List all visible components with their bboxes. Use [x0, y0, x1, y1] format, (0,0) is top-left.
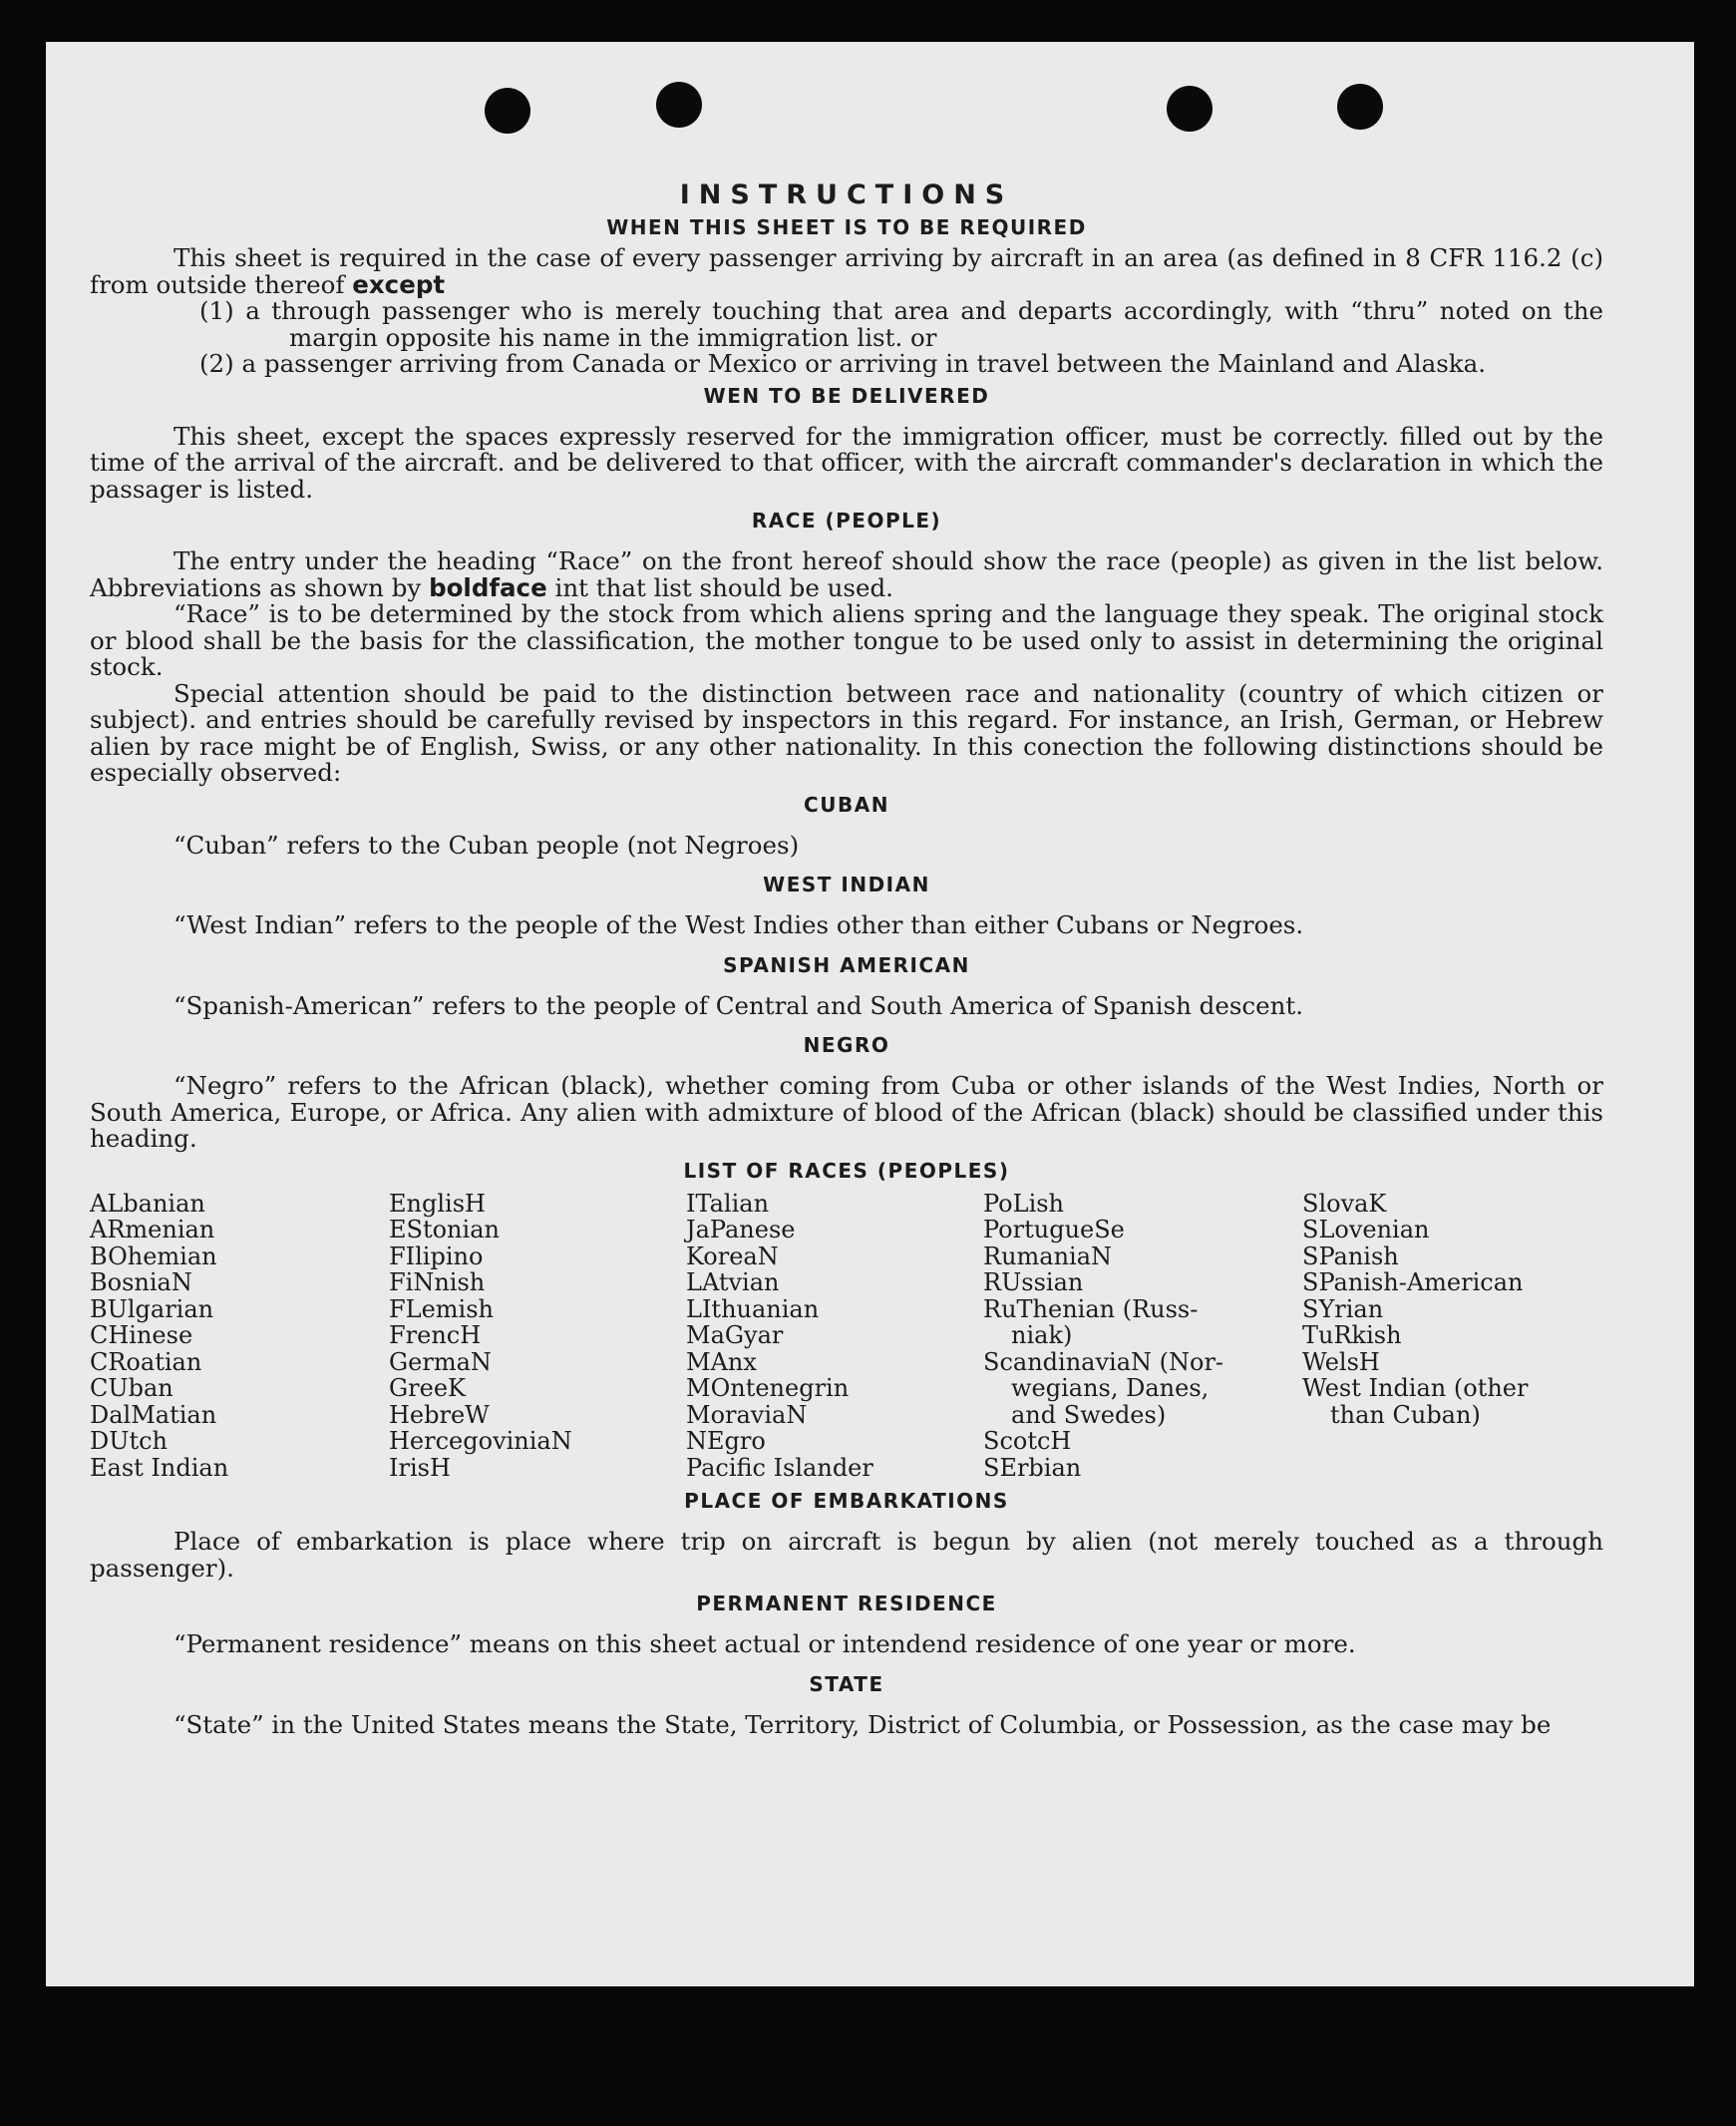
- race-item: ARmenian: [90, 1216, 215, 1243]
- heading-when-required: WHEN THIS SHEET IS TO BE REQUIRED: [606, 215, 1087, 239]
- race-item: SPanish-American: [1302, 1268, 1524, 1296]
- when-required-item-2: (2) a passenger arriving from Canada or Mexico or arriving in travel between the Mainland and Alaska.: [199, 349, 1487, 378]
- race-item: FiNnish: [389, 1268, 486, 1296]
- race-item: SLovenian: [1302, 1216, 1430, 1243]
- race-item: FIlipino: [389, 1241, 484, 1270]
- race-item: PortugueSe: [983, 1216, 1125, 1243]
- race-item: West Indian (other: [1302, 1374, 1529, 1402]
- race-item: SPanish: [1302, 1241, 1399, 1270]
- race-item: CHinese: [90, 1321, 193, 1349]
- race-item: BUlgarian: [90, 1294, 214, 1323]
- race-paragraph-1: The entry under the heading “Race” on the front hereof should show the race (people) as given in the list below. Abbreviations as shown by boldface int that list should be used.: [90, 546, 1603, 602]
- race-item: LAtvian: [686, 1268, 780, 1296]
- race-item: SYrian: [1302, 1294, 1384, 1323]
- race-column-3: [686, 1191, 983, 1482]
- instructions-title: INSTRUCTIONS: [679, 179, 1014, 210]
- race-item: BOhemian: [90, 1241, 217, 1270]
- heading-list-of-races: LIST OF RACES (PEOPLES): [683, 1158, 1010, 1183]
- race-item: SlovaK: [1302, 1189, 1387, 1218]
- boldface-word: boldface: [429, 572, 547, 602]
- state-text: “State” in the United States means the State, Territory, District of Columbia, or Possession, as the case may be: [174, 1709, 1552, 1739]
- race-item: RUssian: [983, 1268, 1084, 1296]
- race-item: CUban: [90, 1374, 174, 1402]
- race-item: DalMatian: [90, 1400, 217, 1429]
- race-item: DUtch: [90, 1427, 169, 1455]
- heading-negro: NEGRO: [803, 1033, 890, 1057]
- race-item: EStonian: [389, 1216, 500, 1243]
- race-item: BosniaN: [90, 1268, 192, 1296]
- heading-cuban: CUBAN: [804, 792, 889, 817]
- document-sheet: [46, 42, 1694, 1986]
- races-list: [90, 1191, 1603, 1482]
- punch-hole: [1167, 86, 1213, 132]
- race-paragraph-3: Special attention should be paid to the distinction between race and nationality (country of which citizen or subject). and entries should be carefully revised by inspectors in this regard. For instance, an Irish, German, or Hebrew alien by race might be of English, Swiss, or any other nationality. In this conection the following distinctions should be especially observed:: [90, 678, 1603, 787]
- race-item: East Indian: [90, 1453, 229, 1482]
- negro-text: “Negro” refers to the African (black), whether coming from Cuba or other islands of the West Indies, North or South America, Europe, or Africa. Any alien with admixture of blood of the African (black) should be classified under this heading.: [90, 1071, 1603, 1153]
- punch-hole: [1337, 84, 1383, 130]
- race-item: than Cuban): [1330, 1400, 1481, 1429]
- when-required-item-1: (1) a through passenger who is merely touching that area and departs accordingly, with “thru” noted on the margin opposite his name in the immigration list. or: [199, 296, 1603, 352]
- race-column-4: [983, 1191, 1302, 1482]
- heading-place-of-embarkations: PLACE OF EMBARKATIONS: [684, 1489, 1009, 1513]
- race-item: and Swedes): [1011, 1400, 1167, 1429]
- race-item: KoreaN: [686, 1241, 779, 1270]
- race-item: FLemish: [389, 1294, 494, 1323]
- race-item: MOntenegrin: [686, 1374, 850, 1402]
- punch-hole: [485, 88, 530, 134]
- heading-permanent-residence: PERMANENT RESIDENCE: [696, 1592, 997, 1615]
- permanent-residence-text: “Permanent residence” means on this sheet actual or intendend residence of one year or more.: [174, 1629, 1356, 1658]
- race-item: CRoatian: [90, 1347, 202, 1376]
- race-item: NEgro: [686, 1427, 766, 1455]
- race-item: HercegoviniaN: [389, 1427, 572, 1455]
- punch-hole: [656, 82, 702, 128]
- race-item: HebreW: [389, 1400, 490, 1429]
- west-indian-text: “West Indian” refers to the people of the West Indies other than either Cubans or Negroes.: [174, 910, 1304, 939]
- race-item: niak): [1011, 1321, 1073, 1349]
- race-item: GermaN: [389, 1347, 492, 1376]
- heading-when-delivered: WEN TO BE DELIVERED: [703, 383, 990, 408]
- heading-west-indian: WEST INDIAN: [763, 873, 930, 896]
- race-column-2: [389, 1191, 686, 1482]
- when-delivered-text: This sheet, except the spaces expressly reserved for the immigration officer, must be correctly. filled out by the time of the arrival of the aircraft. and be delivered to that officer, with the aircraft commander's declaration in which the passager is listed.: [90, 421, 1603, 504]
- heading-state: STATE: [809, 1671, 884, 1696]
- race-item: ScotcH: [983, 1427, 1072, 1455]
- race-item: IrisH: [389, 1453, 451, 1482]
- heading-race: RACE (PEOPLE): [751, 509, 942, 532]
- race-item: JaPanese: [686, 1216, 796, 1243]
- race-item: FrencH: [389, 1321, 482, 1349]
- heading-spanish-american: SPANISH AMERICAN: [723, 952, 970, 977]
- race-item: GreeK: [389, 1374, 466, 1402]
- document-body: [90, 181, 1603, 1738]
- race-column-5: [1302, 1191, 1591, 1482]
- race-item: MoraviaN: [686, 1400, 808, 1429]
- cuban-text: “Cuban” refers to the Cuban people (not Negroes): [174, 830, 800, 860]
- except-bold: except: [352, 269, 446, 299]
- race-item: MAnx: [686, 1347, 757, 1376]
- race-item: MaGyar: [686, 1321, 784, 1349]
- race-paragraph-2: “Race” is to be determined by the stock from which aliens spring and the language they speak. The original stock or blood shall be the basis for the classification, the mother tongue to be used only to assist in determining the original stock.: [90, 599, 1603, 681]
- race-item: Pacific Islander: [686, 1453, 873, 1482]
- place-of-embarkations-text: Place of embarkation is place where trip on aircraft is begun by alien (not merely touched as a through passenger).: [90, 1527, 1603, 1583]
- race-item: LIthuanian: [686, 1294, 820, 1323]
- race-item: ALbanian: [90, 1189, 205, 1218]
- race-item: PoLish: [983, 1189, 1065, 1218]
- race-item: WelsH: [1302, 1347, 1380, 1376]
- race-item: SErbian: [983, 1453, 1082, 1482]
- race-item: ScandinaviaN (Nor-: [983, 1347, 1224, 1376]
- race-column-1: [90, 1191, 389, 1482]
- race-item: TuRkish: [1302, 1321, 1402, 1349]
- race-item: RuThenian (Russ-: [983, 1294, 1199, 1323]
- spanish-american-text: “Spanish-American” refers to the people of Central and South America of Spanish descent.: [174, 990, 1304, 1020]
- race-item: EnglisH: [389, 1189, 486, 1218]
- race-item: wegians, Danes,: [1011, 1374, 1210, 1402]
- race-item: RumaniaN: [983, 1241, 1113, 1270]
- race-item: ITalian: [686, 1189, 770, 1218]
- when-required-intro: This sheet is required in the case of every passenger arriving by aircraft in an area (as defined in 8 CFR 116.2 (c) from outside thereof except: [90, 243, 1603, 299]
